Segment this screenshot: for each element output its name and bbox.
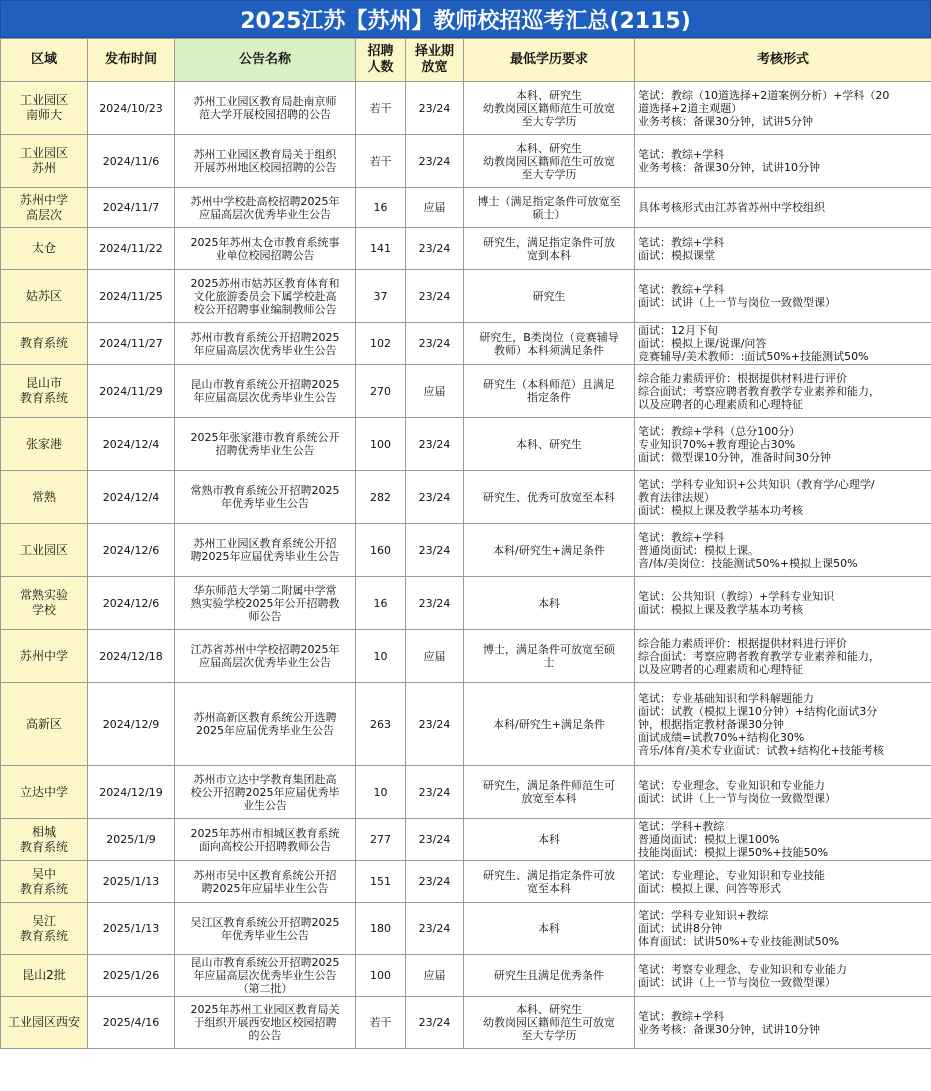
exam-format-cell: 笔试：学科专业知识+教综 面试：试讲8分钟 体育面试：试讲50%+专业技能测试50% (635, 903, 931, 955)
education-cell: 研究生、满足指定条件可放 宽至本科 (464, 861, 635, 903)
education-cell: 研究生，满足指定条件可放 宽到本科 (464, 228, 635, 270)
grad-period-cell: 应届 (406, 955, 464, 997)
education-cell: 本科 (464, 577, 635, 630)
exam-format-cell: 笔试：公共知识（教综）+学科专业知识 面试：模拟上课及教学基本功考核 (635, 577, 931, 630)
grad-period-cell: 23/24 (406, 819, 464, 861)
date-cell: 2024/10/23 (88, 82, 175, 135)
exam-format-cell: 笔试：学科+教综 普通岗面试：模拟上课100% 技能岗面试：模拟上课50%+技能50% (635, 819, 931, 861)
notice-name-cell: 吴江区教育系统公开招聘2025 年优秀毕业生公告 (175, 903, 356, 955)
education-cell: 本科、研究生 幼教岗园区籍师范生可放宽 至大专学历 (464, 135, 635, 188)
table-row (1, 365, 931, 418)
region-cell: 苏州中学 (1, 630, 88, 683)
region-cell: 姑苏区 (1, 270, 88, 323)
grad-period-cell: 23/24 (406, 418, 464, 471)
exam-format-cell: 面试：12月下旬 面试：模拟上课/说课/问答 竞赛辅导/美术教师：:面试50%+技能测试50% (635, 323, 931, 365)
notice-name-cell: 苏州工业园区教育局赴南京师 范大学开展校园招聘的公告 (175, 82, 356, 135)
exam-format-cell: 笔试：考察专业理念、专业知识和专业能力 面试：试讲（上一节与岗位一致微型课） (635, 955, 931, 997)
date-cell: 2025/1/26 (88, 955, 175, 997)
hire-count-cell: 141 (356, 228, 406, 270)
date-cell: 2025/1/13 (88, 903, 175, 955)
exam-format-cell: 笔试：教综（10道选择+2道案例分析）+学科（20 道选择+2道主观题） 业务考核：备课30分钟，试讲5分钟 (635, 82, 931, 135)
hire-count-cell: 263 (356, 683, 406, 766)
region-cell: 工业园区 (1, 524, 88, 577)
region-cell: 昆山2批 (1, 955, 88, 997)
education-cell: 研究生且满足优秀条件 (464, 955, 635, 997)
hire-count-cell: 100 (356, 955, 406, 997)
grad-period-cell: 23/24 (406, 135, 464, 188)
exam-format-cell: 笔试：学科专业知识+公共知识（教育学/心理学/ 教育法律法规） 面试：模拟上课及教学基本功考核 (635, 471, 931, 524)
table-row (1, 135, 931, 188)
exam-format-cell: 综合能力素质评价：根据提供材料进行评价 综合面试：考察应聘者教育教学专业素养和能力， 以及应聘者的心理素质和心理特征 (635, 630, 931, 683)
education-cell: 研究生 (464, 270, 635, 323)
notice-name-cell: 苏州工业园区教育系统公开招 聘2025年应届优秀毕业生公告 (175, 524, 356, 577)
region-cell: 昆山市 教育系统 (1, 365, 88, 418)
education-cell: 本科、研究生 幼教岗园区籍师范生可放宽 至大专学历 (464, 82, 635, 135)
education-cell: 博士（满足指定条件可放宽至 硕士） (464, 188, 635, 228)
header-row (1, 39, 931, 82)
notice-name-cell: 昆山市教育系统公开招聘2025 年应届高层次优秀毕业生公告 （第二批） (175, 955, 356, 997)
region-cell: 立达中学 (1, 766, 88, 819)
education-cell: 博士，满足条件可放宽至硕 士 (464, 630, 635, 683)
notice-name-cell: 2025年张家港市教育系统公开 招聘优秀毕业生公告 (175, 418, 356, 471)
grad-period-cell: 23/24 (406, 997, 464, 1049)
hire-count-cell: 若干 (356, 135, 406, 188)
hire-count-cell: 16 (356, 188, 406, 228)
grad-period-cell: 23/24 (406, 323, 464, 365)
education-cell: 研究生，满足条件师范生可 放宽至本科 (464, 766, 635, 819)
notice-name-cell: 苏州市立达中学教育集团赴高 校公开招聘2025年应届优秀毕 业生公告 (175, 766, 356, 819)
exam-format-cell: 笔试：教综+学科 业务考核：备课30分钟，试讲10分钟 (635, 135, 931, 188)
header-count: 招聘 人数 (356, 39, 406, 82)
date-cell: 2024/12/6 (88, 524, 175, 577)
table-row (1, 955, 931, 997)
notice-name-cell: 华东师范大学第二附属中学常 熟实验学校2025年公开招聘教 师公告 (175, 577, 356, 630)
header-region: 区域 (1, 39, 88, 82)
exam-format-cell: 笔试：专业理念、专业知识和专业能力 面试：试讲（上一节与岗位一致微型课） (635, 766, 931, 819)
grad-period-cell: 应届 (406, 630, 464, 683)
region-cell: 工业园区 苏州 (1, 135, 88, 188)
region-cell: 教育系统 (1, 323, 88, 365)
hire-count-cell: 180 (356, 903, 406, 955)
education-cell: 研究生，B类岗位（竞赛辅导 教师）本科须满足条件 (464, 323, 635, 365)
hire-count-cell: 10 (356, 630, 406, 683)
grad-period-cell: 23/24 (406, 683, 464, 766)
hire-count-cell: 102 (356, 323, 406, 365)
hire-count-cell: 151 (356, 861, 406, 903)
region-cell: 工业园区 南师大 (1, 82, 88, 135)
header-grad: 择业期 放宽 (406, 39, 464, 82)
table-row (1, 82, 931, 135)
table-row (1, 471, 931, 524)
notice-name-cell: 2025年苏州工业园区教育局关 于组织开展西安地区校园招聘 的公告 (175, 997, 356, 1049)
table-row (1, 188, 931, 228)
education-cell: 本科、研究生 幼教岗园区籍师范生可放宽 至大专学历 (464, 997, 635, 1049)
date-cell: 2025/1/9 (88, 819, 175, 861)
notice-name-cell: 苏州中学校赴高校招聘2025年 应届高层次优秀毕业生公告 (175, 188, 356, 228)
date-cell: 2024/12/4 (88, 418, 175, 471)
date-cell: 2024/12/4 (88, 471, 175, 524)
grad-period-cell: 23/24 (406, 861, 464, 903)
table-row (1, 997, 931, 1049)
grad-period-cell: 应届 (406, 365, 464, 418)
date-cell: 2024/11/6 (88, 135, 175, 188)
region-cell: 相城 教育系统 (1, 819, 88, 861)
page-title: 2025江苏【苏州】教师校招巡考汇总(2115) (0, 0, 931, 38)
hire-count-cell: 37 (356, 270, 406, 323)
header-date: 发布时间 (88, 39, 175, 82)
notice-name-cell: 常熟市教育系统公开招聘2025 年优秀毕业生公告 (175, 471, 356, 524)
table-row (1, 418, 931, 471)
region-cell: 苏州中学 高层次 (1, 188, 88, 228)
date-cell: 2025/4/16 (88, 997, 175, 1049)
hire-count-cell: 160 (356, 524, 406, 577)
date-cell: 2024/11/7 (88, 188, 175, 228)
grad-period-cell: 23/24 (406, 228, 464, 270)
table-row (1, 524, 931, 577)
education-cell: 研究生（本科师范）且满足 指定条件 (464, 365, 635, 418)
recruitment-table (0, 38, 931, 1049)
notice-name-cell: 苏州工业园区教育局关于组织 开展苏州地区校园招聘的公告 (175, 135, 356, 188)
date-cell: 2024/12/6 (88, 577, 175, 630)
date-cell: 2024/12/18 (88, 630, 175, 683)
header-exam: 考核形式 (635, 39, 931, 82)
date-cell: 2024/12/9 (88, 683, 175, 766)
hire-count-cell: 100 (356, 418, 406, 471)
date-cell: 2024/11/22 (88, 228, 175, 270)
exam-format-cell: 笔试：教综+学科 面试：试讲（上一节与岗位一致微型课） (635, 270, 931, 323)
region-cell: 吴江 教育系统 (1, 903, 88, 955)
hire-count-cell: 277 (356, 819, 406, 861)
grad-period-cell: 应届 (406, 188, 464, 228)
exam-format-cell: 具体考核形式由江苏省苏州中学校组织 (635, 188, 931, 228)
grad-period-cell: 23/24 (406, 82, 464, 135)
education-cell: 本科、研究生 (464, 418, 635, 471)
notice-name-cell: 2025年苏州市相城区教育系统 面向高校公开招聘教师公告 (175, 819, 356, 861)
grad-period-cell: 23/24 (406, 524, 464, 577)
header-name: 公告名称 (175, 39, 356, 82)
notice-name-cell: 苏州市吴中区教育系统公开招 聘2025年应届毕业生公告 (175, 861, 356, 903)
table-row (1, 630, 931, 683)
region-cell: 太仓 (1, 228, 88, 270)
region-cell: 吴中 教育系统 (1, 861, 88, 903)
region-cell: 常熟实验 学校 (1, 577, 88, 630)
hire-count-cell: 10 (356, 766, 406, 819)
notice-name-cell: 江苏省苏州中学校招聘2025年 应届高层次优秀毕业生公告 (175, 630, 356, 683)
date-cell: 2024/11/29 (88, 365, 175, 418)
education-cell: 本科/研究生+满足条件 (464, 683, 635, 766)
date-cell: 2024/11/25 (88, 270, 175, 323)
region-cell: 高新区 (1, 683, 88, 766)
notice-name-cell: 2025苏州市姑苏区教育体育和 文化旅游委员会下属学校赴高 校公开招聘事业编制教师公告 (175, 270, 356, 323)
table-row (1, 766, 931, 819)
notice-name-cell: 苏州市教育系统公开招聘2025 年应届高层次优秀毕业生公告 (175, 323, 356, 365)
exam-format-cell: 笔试：教综+学科 普通岗面试：模拟上课。 音/体/美岗位：技能测试50%+模拟上课50% (635, 524, 931, 577)
grad-period-cell: 23/24 (406, 577, 464, 630)
date-cell: 2024/12/19 (88, 766, 175, 819)
table-row (1, 228, 931, 270)
date-cell: 2024/11/27 (88, 323, 175, 365)
hire-count-cell: 270 (356, 365, 406, 418)
hire-count-cell: 282 (356, 471, 406, 524)
notice-name-cell: 昆山市教育系统公开招聘2025 年应届高层次优秀毕业生公告 (175, 365, 356, 418)
grad-period-cell: 23/24 (406, 471, 464, 524)
table-row (1, 819, 931, 861)
exam-format-cell: 笔试：教综+学科 面试：模拟课堂 (635, 228, 931, 270)
date-cell: 2025/1/13 (88, 861, 175, 903)
table-row (1, 577, 931, 630)
header-edu: 最低学历要求 (464, 39, 635, 82)
education-cell: 本科 (464, 819, 635, 861)
hire-count-cell: 若干 (356, 82, 406, 135)
education-cell: 本科 (464, 903, 635, 955)
exam-format-cell: 笔试：教综+学科（总分100分） 专业知识70%+教育理论占30% 面试：微型课10分钟，准备时间30分钟 (635, 418, 931, 471)
table-row (1, 903, 931, 955)
region-cell: 工业园区西安 (1, 997, 88, 1049)
education-cell: 本科/研究生+满足条件 (464, 524, 635, 577)
region-cell: 常熟 (1, 471, 88, 524)
hire-count-cell: 16 (356, 577, 406, 630)
region-cell: 张家港 (1, 418, 88, 471)
grad-period-cell: 23/24 (406, 270, 464, 323)
exam-format-cell: 综合能力素质评价：根据提供材料进行评价 综合面试：考察应聘者教育教学专业素养和能力， 以及应聘者的心理素质和心理特征 (635, 365, 931, 418)
notice-name-cell: 苏州高新区教育系统公开选聘 2025年应届优秀毕业生公告 (175, 683, 356, 766)
exam-format-cell: 笔试：专业理论、专业知识和专业技能 面试：模拟上课、问答等形式 (635, 861, 931, 903)
table-row (1, 323, 931, 365)
grad-period-cell: 23/24 (406, 766, 464, 819)
table-row (1, 270, 931, 323)
education-cell: 研究生、优秀可放宽至本科 (464, 471, 635, 524)
exam-format-cell: 笔试：专业基础知识和学科解题能力 面试：试教（模拟上课10分钟）+结构化面试3分 钟，根据指定教材备课30分钟 面试成绩=试教70%+结构化30% 音乐/体育/美术专业面试：试教+结构化+技能考核 (635, 683, 931, 766)
notice-name-cell: 2025年苏州太仓市教育系统事 业单位校园招聘公告 (175, 228, 356, 270)
grad-period-cell: 23/24 (406, 903, 464, 955)
table-row (1, 861, 931, 903)
exam-format-cell: 笔试：教综+学科 业务考核：备课30分钟，试讲10分钟 (635, 997, 931, 1049)
table-row (1, 683, 931, 766)
hire-count-cell: 若干 (356, 997, 406, 1049)
